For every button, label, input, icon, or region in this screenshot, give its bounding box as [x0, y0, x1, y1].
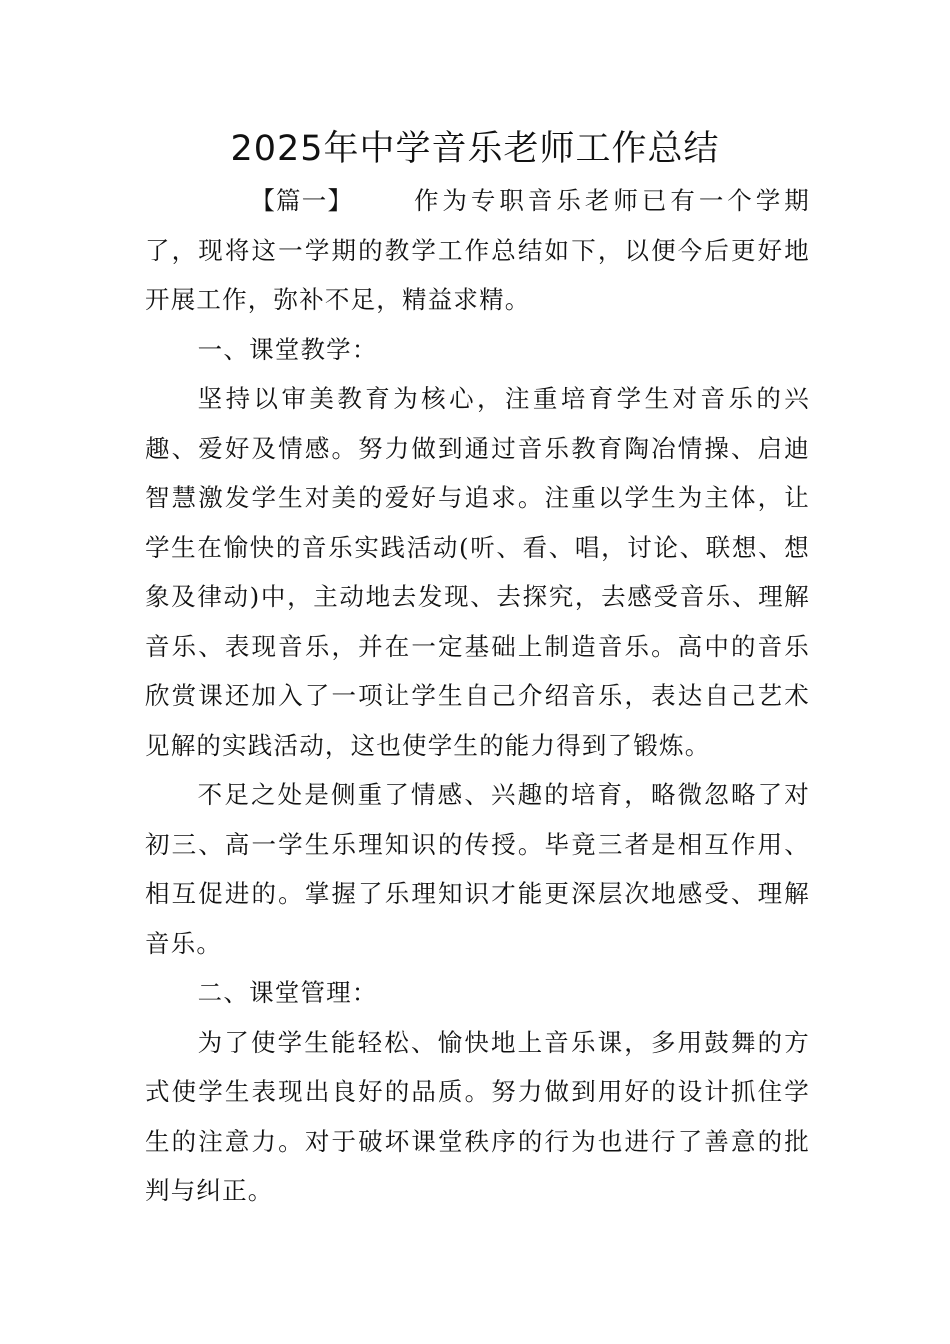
section-heading-classroom-teaching: 一、课堂教学：	[197, 334, 378, 364]
document-body	[145, 176, 810, 1216]
intro-text: 作为专职音乐老师已有一个学期了，现将这一学期的教学工作总结如下，以便今后更好地开展工作，弥补不足，精益求精。	[145, 186, 810, 314]
document-title: 2025年中学音乐老师工作总结	[230, 129, 720, 169]
paragraph-teaching-approach: 坚持以审美教育为核心，注重培育学生对音乐的兴趣、爱好及情感。努力做到通过音乐教育陶冶情操、启迪智慧激发学生对美的爱好与追求。注重以学生为主体，让学生在愉快的音乐实践活动(听、看、唱，讨论、联想、想象及律动)中，主动地去发现、去探究，去感受音乐、理解音乐、表现音乐，并在一定基础上制造音乐。高中的音乐欣赏课还加入了一项让学生自己介绍音乐，表达自己艺术见解的实践活动，这也使学生的能力得到了锻炼。	[145, 384, 810, 760]
intro-paragraph	[145, 176, 810, 325]
paragraph-classroom-management: 为了使学生能轻松、愉快地上音乐课，多用鼓舞的方式使学生表现出良好的品质。努力做到用好的设计抓住学生的注意力。对于破坏课堂秩序的行为也进行了善意的批判与纠正。	[145, 1027, 810, 1205]
paragraph-teaching-shortcomings: 不足之处是侧重了情感、兴趣的培育，略微忽略了对初三、高一学生乐理知识的传授。毕竟三者是相互作用、相互促进的。掌握了乐理知识才能更深层次地感受、理解音乐。	[145, 780, 810, 958]
section-label: 【篇一】	[250, 186, 354, 215]
section-heading-classroom-management: 二、课堂管理：	[197, 978, 378, 1007]
